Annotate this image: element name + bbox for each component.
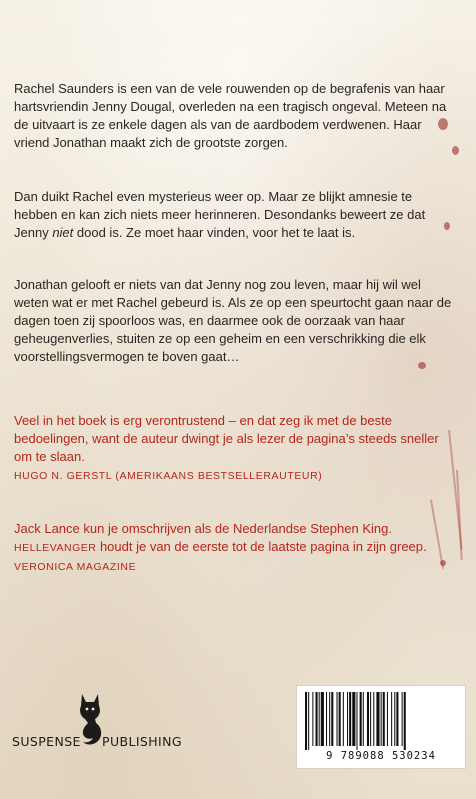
isbn-number: 9 789088 530234 — [326, 750, 436, 762]
barcode-bar — [391, 692, 392, 746]
barcode-bar — [367, 692, 369, 746]
barcode-bar — [352, 692, 355, 746]
quote-text — [14, 520, 454, 557]
barcode-bar — [387, 692, 388, 746]
barcode-bar — [394, 692, 395, 746]
blurb-paragraph-1 — [14, 80, 454, 152]
barcode-bar — [343, 692, 344, 746]
blurb-text — [14, 188, 454, 242]
quote-attribution: VERONICA MAGAZINE — [14, 561, 137, 573]
barcode-bar — [337, 692, 338, 746]
barcode-bar — [381, 692, 382, 746]
barcode-bar — [308, 692, 309, 750]
barcode-bar — [312, 692, 313, 746]
isbn-barcode — [296, 685, 466, 769]
barcode-bar — [356, 692, 357, 750]
barcode-bar — [370, 692, 371, 746]
book-title-mention: HELLEVANGER — [14, 542, 97, 554]
barcode-bar — [360, 692, 362, 746]
blurb-paragraph-2 — [14, 188, 454, 242]
barcode-bar — [349, 692, 351, 746]
blurb-text: Jonathan gelooft er niets van dat Jenny nog zou leven, maar hij wil wel weten wat er met Rachel gebeurd is. Als ze op een speurtocht gaan naar de dagen toen zij spoorloos was, en daarmee ook de oorzaak van haar geheugenverlies, stuiten ze op een geheim en een verschrikking die elk voorstellingsvermogen te boven gaat… — [14, 277, 452, 364]
publisher-name-left: SUSPENSE — [12, 734, 81, 749]
publisher-name-right: PUBLISHING — [102, 734, 182, 749]
barcode-bar — [383, 692, 385, 746]
barcode-bars — [305, 692, 457, 750]
review-quote-1 — [14, 412, 454, 485]
blurb-text-part: dood is. Ze moet haar vinden, voor het te laat is. — [73, 225, 356, 240]
barcode-bar — [376, 692, 379, 746]
quote-text-part: Jack Lance kun je omschrijven als de Nederlandse Stephen King. — [14, 521, 392, 536]
quote-attribution: HUGO N. GERSTL (AMERIKAANS BESTSELLERAUTEUR) — [14, 470, 323, 482]
publisher-logo — [12, 690, 202, 760]
barcode-bar — [319, 692, 320, 746]
barcode-bar — [316, 692, 318, 746]
blurb-text-part: Dan duikt Rachel even mysterieus weer op. Maar ze blijkt amnesie te hebben en kan zich niets meer herinneren. Desondanks beweert ze dat Jenny — [14, 189, 426, 240]
barcode-bar — [331, 692, 333, 746]
barcode-bar — [363, 692, 364, 746]
blurb-text: Rachel Saunders is een van de vele rouwenden op de begrafenis van haar hartsvriendin Jenny Dougal, overleden na een tragisch ongeval. Meteen na de uitvaart is ze enkele dagen als van de aardbodem verdwenen. Haar vriend Jonathan maakt zich de grootste zorgen. — [14, 81, 447, 150]
review-quote-2 — [14, 520, 454, 576]
barcode-bar — [326, 692, 327, 746]
barcode-bar — [402, 692, 403, 746]
barcode-bar — [329, 692, 330, 746]
blurb-paragraph-3 — [14, 276, 454, 366]
barcode-bar — [321, 692, 324, 746]
barcode-bar — [373, 692, 374, 746]
barcode-bar — [347, 692, 348, 746]
barcode-bar — [339, 692, 341, 746]
barcode-bar — [396, 692, 398, 746]
blurb-emphasis: niet — [52, 225, 74, 240]
quote-text-part: houdt je van de eerste tot de laatste pagina in zijn greep. — [96, 539, 427, 554]
barcode-bar — [404, 692, 406, 750]
quote-text: Veel in het boek is erg verontrustend – en dat zeg ik met de beste bedoelingen, want de auteur dwingt je als lezer de pagina’s steeds sneller om te slaan. — [14, 413, 439, 464]
barcode-bar — [305, 692, 307, 750]
